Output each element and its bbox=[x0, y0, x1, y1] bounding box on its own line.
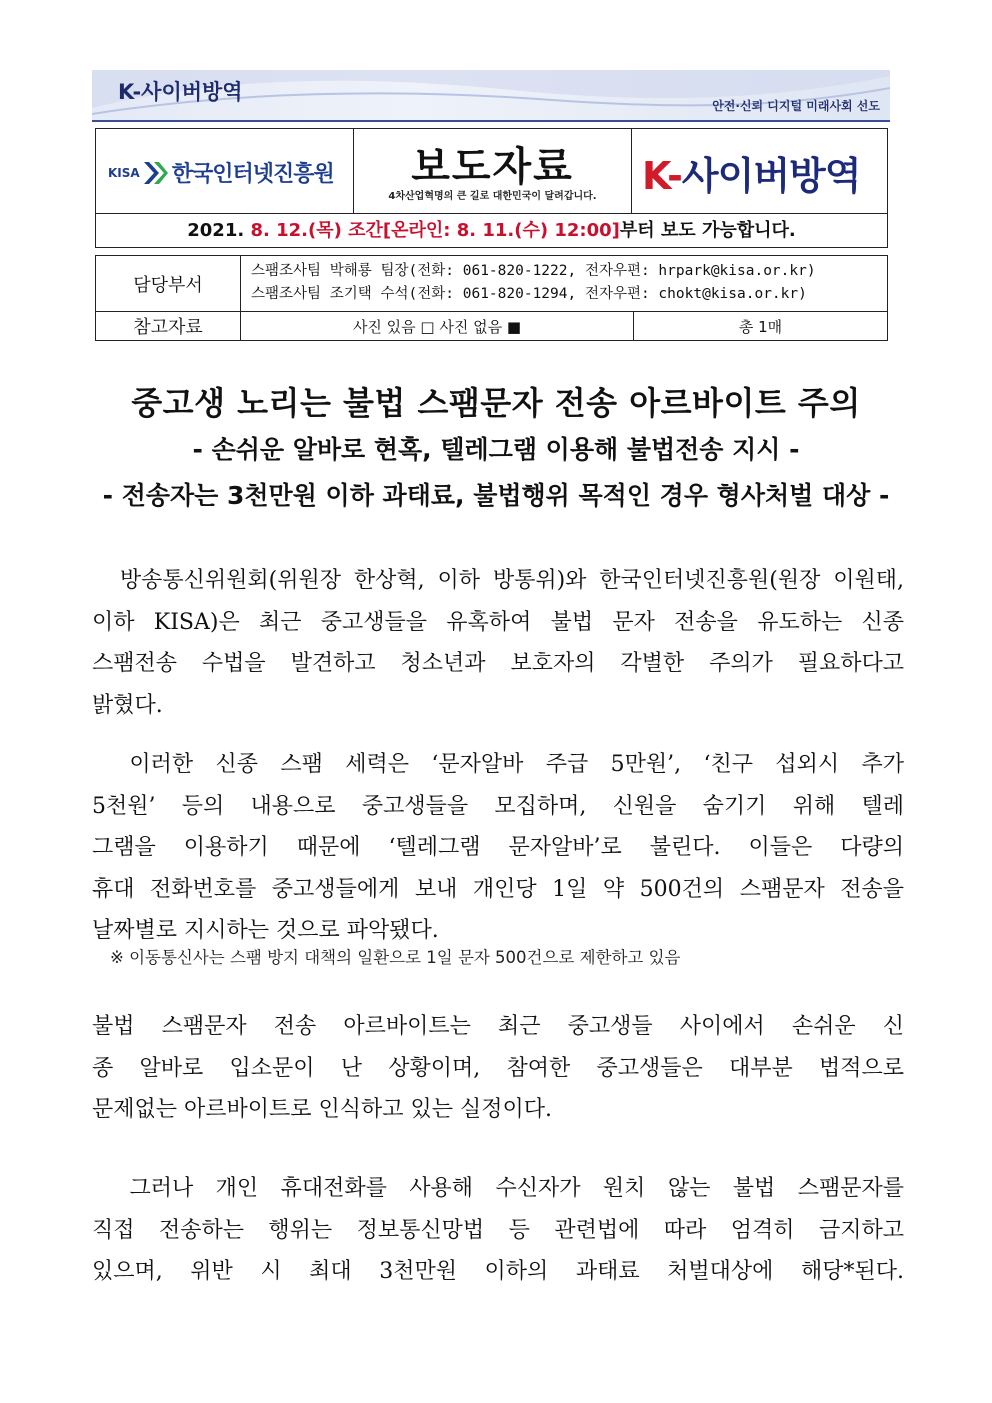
header-logo-row bbox=[96, 129, 887, 214]
ref-label: 참고자료 bbox=[96, 312, 241, 340]
paragraph-1 bbox=[92, 560, 904, 726]
k-cyber-logo-cell bbox=[632, 129, 887, 213]
press-title: 보도자료 bbox=[411, 144, 574, 190]
banner-logo: K-사이버방역 bbox=[118, 80, 243, 104]
paragraph-line: 이러한 신종 스팸 세력은 ‘문자알바 주급 5만원’, ‘친구 섭외시 추가 bbox=[92, 752, 904, 777]
k-logo-blue: 사이버방역 bbox=[681, 154, 861, 198]
photo-status: 사진 있음 □ 사진 없음 ■ bbox=[241, 312, 634, 340]
embargo-text: 부터 보도 가능합니다. bbox=[619, 220, 796, 241]
kisa-name: 한국인터넷진흥원 bbox=[171, 162, 334, 187]
paragraph-line: 날짜별로 지시하는 것으로 파악됐다. bbox=[92, 918, 439, 943]
contact-ref-row bbox=[96, 312, 887, 340]
paragraph-line: 밝혔다. bbox=[92, 692, 163, 718]
paragraph-line: 스팸전송 수법을 발견하고 청소년과 보호자의 각별한 주의가 필요하다고 bbox=[92, 651, 904, 676]
footnote: ※ 이동통신사는 스팸 방지 대책의 일환으로 1일 문자 500건으로 제한하고 있음 bbox=[110, 948, 681, 967]
paragraph-line: 있으며, 위반 시 최대 3천만원 이하의 과태료 처벌대상에 해당*된다. bbox=[92, 1259, 904, 1284]
k-logo-red: K- bbox=[642, 154, 682, 198]
paragraph-2 bbox=[92, 744, 904, 952]
paragraph-line: 그러나 개인 휴대전화를 사용해 수신자가 원치 않는 불법 스팸문자를 bbox=[92, 1176, 904, 1201]
dept-label: 담당부서 bbox=[96, 256, 241, 311]
paragraph-3 bbox=[92, 1006, 904, 1131]
paragraph-line: 5천원’ 등의 내용으로 중고생들을 모집하며, 신원을 숨기기 위해 텔레 bbox=[92, 793, 904, 819]
paragraph-line: 이하 KISA)은 최근 중고생들을 유혹하여 불법 문자 전송을 유도하는 신종 bbox=[92, 609, 904, 635]
k-cyber-logo bbox=[642, 145, 860, 200]
subtitle-1: - 손쉬운 알바로 현혹, 텔레그램 이용해 불법전송 지시 - bbox=[192, 435, 800, 464]
top-banner bbox=[92, 70, 890, 122]
paragraph-line: 그램을 이용하기 때문에 ‘텔레그램 문자알바’로 불린다. 이들은 다량의 bbox=[92, 835, 904, 860]
dept-contacts bbox=[251, 260, 816, 306]
contact-line-2: 스팸조사팀 조기택 수석(전화: 061-820-1294, 전자우편: chokt@kisa.or.kr) bbox=[251, 286, 807, 302]
contact-table bbox=[95, 255, 888, 341]
contact-dept-row bbox=[96, 256, 887, 312]
kisa-emblem-icon bbox=[142, 160, 168, 186]
kisa-logo-cell bbox=[96, 129, 354, 213]
embargo-date: 8. 12.(목) 조간[온라인: 8. 11.(수) 12:00] bbox=[250, 220, 620, 241]
paragraph-line: 문제없는 아르바이트로 인식하고 있는 실정이다. bbox=[92, 1097, 553, 1122]
kisa-abbr: KISA bbox=[108, 165, 140, 180]
banner-slogan: 안전·신뢰 디지털 미래사회 선도 bbox=[712, 99, 880, 113]
paragraph-line: 휴대 전화번호를 중고생들에게 보내 개인당 1일 약 500건의 스팸문자 전송을 bbox=[92, 876, 904, 902]
press-subtitle: 4차산업혁명의 큰 길로 대한민국이 달려갑니다. bbox=[388, 191, 597, 202]
embargo-year: 2021. bbox=[187, 220, 251, 241]
press-title-cell bbox=[354, 129, 632, 213]
paragraph-line: 종 알바로 입소문이 난 상황이며, 참여한 중고생들은 대부분 법적으로 bbox=[92, 1055, 904, 1081]
press-header bbox=[95, 128, 888, 248]
subtitle-2: - 전송자는 3천만원 이하 과태료, 불법행위 목적인 경우 형사처벌 대상 - bbox=[102, 481, 890, 510]
page-count: 총 1매 bbox=[738, 317, 783, 336]
embargo-line bbox=[96, 214, 887, 248]
paragraph-4 bbox=[92, 1168, 904, 1293]
contact-line-1: 스팸조사팀 박해룡 팀장(전화: 061-820-1222, 전자우편: hrpark@kisa.or.kr) bbox=[251, 263, 816, 279]
page-title: 중고생 노리는 불법 스팸문자 전송 아르바이트 주의 bbox=[131, 384, 861, 422]
paragraph-line: 방송통신위원회(위원장 한상혁, 이하 방통위)와 한국인터넷진흥원(원장 이원태, bbox=[92, 568, 904, 593]
paragraph-line: 직접 전송하는 행위는 정보통신망법 등 관련법에 따라 엄격히 금지하고 bbox=[92, 1217, 904, 1243]
paragraph-line: 불법 스팸문자 전송 아르바이트는 최근 중고생들 사이에서 손쉬운 신 bbox=[92, 1014, 904, 1039]
kisa-logo bbox=[108, 157, 334, 188]
